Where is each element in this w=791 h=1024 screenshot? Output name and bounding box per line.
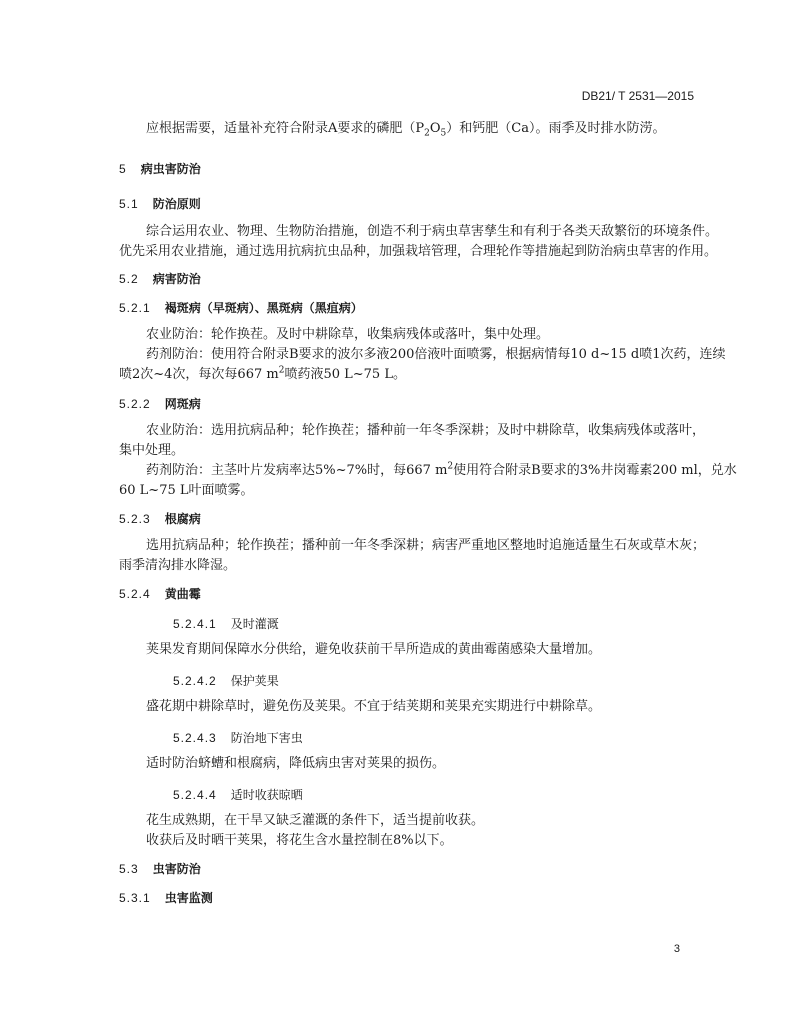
section-number: 5.2.4.1 (173, 617, 217, 631)
section-number: 5.2.2 (119, 397, 151, 411)
superscript: 2 (278, 365, 285, 376)
section-heading-5-2-4-2 (173, 672, 279, 689)
paragraph-line: 收获后及时晒干荚果，将花生含水量控制在8%以下。 (146, 833, 453, 848)
text-span: 药剂防治：主茎叶片发病率达5%~7%时，每667 m (146, 463, 448, 478)
section-title: 病害防治 (152, 272, 201, 286)
paragraph-line: 适时防治蛴螬和根腐病，降低病虫害对荚果的损伤。 (146, 756, 446, 771)
section-heading-5-2-4-1 (173, 615, 279, 632)
paragraph-line (119, 365, 406, 385)
text-span: 应根据需要，适量补充符合附录A要求的磷肥（P (146, 121, 425, 136)
section-heading-5-3-1 (119, 889, 213, 906)
paragraph-line: 花生成熟期，在干旱又缺乏灌溉的条件下，适当提前收获。 (146, 813, 485, 828)
paragraph-line: 60 L~75 L叶面喷雾。 (119, 483, 254, 498)
superscript: 2 (447, 461, 454, 472)
paragraph-line: 综合运用农业、物理、生物防治措施，创造不利于病虫草害孳生和有利于各类天敌繁衍的环境条件。 (146, 224, 719, 239)
section-number: 5 (119, 162, 127, 176)
section-heading-5-2-4-3 (173, 729, 303, 746)
section-heading-5-2-4 (119, 585, 201, 602)
paragraph-line: 集中处理。 (119, 443, 185, 458)
section-number: 5.2.4.2 (173, 674, 217, 688)
paragraph-line: 选用抗病品种；轮作换茬；播种前一年冬季深耕；病害严重地区整地时追施适量生石灰或草木灰； (146, 538, 706, 553)
section-heading-5-2-1 (119, 299, 363, 316)
section-title: 网斑病 (164, 397, 201, 411)
section-heading-5-2 (119, 270, 201, 287)
section-title: 根腐病 (164, 512, 201, 526)
section-title: 防治原则 (152, 197, 201, 211)
subscript: 5 (440, 128, 447, 139)
section-title: 保护荚果 (230, 674, 279, 688)
paragraph-line: 盛花期中耕除草时，避免伤及荚果。不宜于结荚期和荚果充实期进行中耕除草。 (146, 699, 602, 714)
fertilizer-paragraph (146, 119, 665, 139)
paragraph-line: 荚果发育期间保障水分供给，避免收获前干旱所造成的黄曲霉菌感染大量增加。 (146, 642, 602, 657)
section-number: 5.3.1 (119, 891, 151, 905)
paragraph-line (146, 461, 737, 481)
section-number: 5.3 (119, 862, 139, 876)
text-span: 喷药液50 L~75 L。 (284, 367, 406, 382)
text-span: O (429, 121, 441, 136)
section-title: 褐斑病（早斑病）、黑斑病（黑疽病） (164, 301, 363, 315)
section-heading-5-2-4-4 (173, 786, 303, 803)
section-number: 5.1 (119, 197, 139, 211)
document-code-header: DB21/ T 2531—2015 (581, 89, 694, 103)
section-title: 适时收获晾晒 (230, 788, 303, 802)
text-span: 使用符合附录B要求的3%井岗霉素200 ml，兑水 (453, 463, 737, 478)
paragraph-line: 药剂防治：使用符合附录B要求的波尔多液200倍液叶面喷雾，根据病情每10 d~15 d喷1次药，连续 (146, 347, 726, 362)
section-title: 及时灌溉 (230, 617, 279, 631)
paragraph-line: 雨季清沟排水降湿。 (119, 558, 237, 573)
section-heading-5-1 (119, 195, 201, 212)
section-number: 5.2.4.4 (173, 788, 217, 802)
text-span: 喷2次~4次，每次每667 m (119, 367, 279, 382)
section-title: 虫害防治 (152, 862, 201, 876)
section-number: 5.2.4 (119, 587, 151, 601)
section-number: 5.2.1 (119, 301, 151, 315)
section-title: 虫害监测 (164, 891, 213, 905)
section-heading-5-2-2 (119, 395, 201, 412)
paragraph-line: 农业防治：选用抗病品种；轮作换茬；播种前一年冬季深耕；及时中耕除草，收集病残体或落叶， (146, 423, 706, 438)
section-heading-5 (119, 160, 201, 177)
section-number: 5.2.4.3 (173, 731, 217, 745)
section-title: 黄曲霉 (164, 587, 201, 601)
text-span: ）和钙肥（Ca）。雨季及时排水防涝。 (446, 121, 666, 136)
paragraph-line: 农业防治：轮作换茬。及时中耕除草，收集病残体或落叶，集中处理。 (146, 327, 550, 342)
section-title: 防治地下害虫 (230, 731, 303, 745)
subscript: 2 (424, 128, 430, 139)
section-number: 5.2.3 (119, 512, 151, 526)
section-number: 5.2 (119, 272, 139, 286)
section-heading-5-3 (119, 860, 201, 877)
section-title: 病虫害防治 (140, 162, 201, 176)
page-number: 3 (673, 943, 680, 955)
section-heading-5-2-3 (119, 510, 201, 527)
paragraph-line: 优先采用农业措施，通过选用抗病抗虫品种，加强栽培管理，合理轮作等措施起到防治病虫草害的作用。 (119, 244, 718, 259)
